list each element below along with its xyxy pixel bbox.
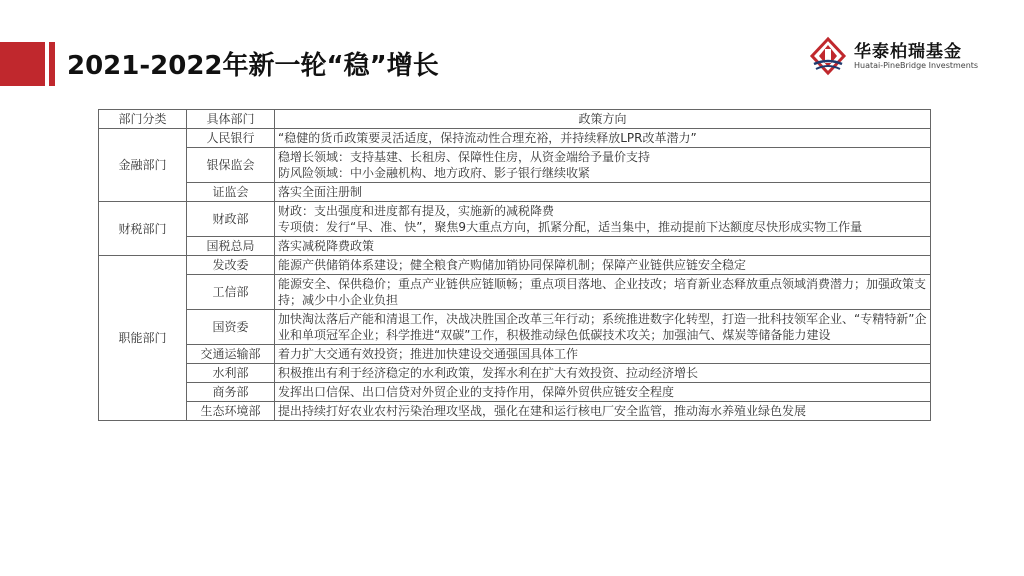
policy-line: 落实全面注册制	[278, 185, 363, 199]
policy-cell	[275, 364, 931, 383]
unit-cell: 交通运输部	[187, 345, 275, 364]
table-header-row	[99, 110, 931, 129]
policy-cell	[275, 202, 931, 237]
unit-cell: 国资委	[187, 310, 275, 345]
policy-line: 稳增长领域：支持基建、长租房、保障性住房，从资金端给予量价支持	[278, 150, 651, 164]
table-row	[99, 237, 931, 256]
unit-cell: 生态环境部	[187, 402, 275, 421]
policy-cell	[275, 402, 931, 421]
brand-logo	[808, 34, 988, 78]
policy-cell	[275, 148, 931, 183]
policy-cell	[275, 383, 931, 402]
title-accent-bar	[0, 42, 45, 86]
header-policy: 政策方向	[275, 110, 931, 129]
table-row	[99, 345, 931, 364]
policy-cell	[275, 129, 931, 148]
title-accent-stripe	[49, 42, 55, 86]
table-row	[99, 148, 931, 183]
policy-cell	[275, 275, 931, 310]
table-row	[99, 383, 931, 402]
policy-line: 防风险领域：中小金融机构、地方政府、影子银行继续收紧	[278, 166, 591, 180]
unit-cell: 国税总局	[187, 237, 275, 256]
policy-cell	[275, 345, 931, 364]
policy-cell	[275, 256, 931, 275]
table-row	[99, 275, 931, 310]
huatai-pinebridge-logo-icon	[808, 36, 848, 76]
policy-line: 财政：支出强度和进度都有提及，实施新的减税降费	[278, 204, 555, 218]
table-row	[99, 402, 931, 421]
table-row	[99, 183, 931, 202]
unit-cell: 证监会	[187, 183, 275, 202]
header-unit: 具体部门	[187, 110, 275, 129]
table-row	[99, 364, 931, 383]
policy-line: 专项债：发行“早、准、快”，聚焦9大重点方向，抓紧分配，适当集中，推动提前下达额度尽快形成实物工作量	[278, 220, 863, 234]
policy-table	[98, 109, 931, 421]
table-row	[99, 129, 931, 148]
unit-cell: 银保监会	[187, 148, 275, 183]
brand-subtitle: Huatai-PineBridge Investments	[854, 61, 979, 70]
unit-cell: 人民银行	[187, 129, 275, 148]
dept-cell: 职能部门	[99, 256, 187, 421]
unit-cell: 财政部	[187, 202, 275, 237]
table-row	[99, 256, 931, 275]
policy-cell	[275, 237, 931, 256]
dept-cell: 财税部门	[99, 202, 187, 256]
page-title: 2021-2022年新一轮“稳”增长	[67, 51, 439, 81]
header-dept: 部门分类	[99, 110, 187, 129]
policy-cell	[275, 183, 931, 202]
policy-line: 发挥出口信保、出口信贷对外贸企业的支持作用，保障外贸供应链安全程度	[278, 385, 675, 399]
policy-line: 着力扩大交通有效投资；推进加快建设交通强国具体工作	[278, 347, 579, 361]
unit-cell: 商务部	[187, 383, 275, 402]
table-row	[99, 310, 931, 345]
policy-line: 积极推出有利于经济稳定的水利政策，发挥水利在扩大有效投资、拉动经济增长	[278, 366, 699, 380]
unit-cell: 水利部	[187, 364, 275, 383]
policy-cell	[275, 310, 931, 345]
table-row	[99, 202, 931, 237]
dept-cell: 金融部门	[99, 129, 187, 202]
policy-line: “稳健的货币政策要灵活适度，保持流动性合理充裕，并持续释放LPR改革潜力”	[278, 131, 697, 145]
unit-cell: 发改委	[187, 256, 275, 275]
policy-line: 落实减税降费政策	[278, 239, 375, 253]
policy-line: 提出持续打好农业农村污染治理攻坚战，强化在建和运行核电厂安全监管，推动海水养殖业绿色发展	[278, 404, 807, 418]
unit-cell: 工信部	[187, 275, 275, 310]
policy-line: 能源产供储销体系建设；健全粮食产购储加销协同保障机制；保障产业链供应链安全稳定	[278, 258, 747, 272]
policy-line: 加快淘汰落后产能和清退工作，决战决胜国企改革三年行动；系统推进数字化转型，打造一批科技领军企业、“专精特新”企业和单项冠军企业；科学推进“双碳”工作，积极推动绿色低碳技术攻关；加强油气、煤炭等储备能力建设	[278, 312, 927, 342]
brand-name: 华泰柏瑞基金	[854, 42, 962, 62]
policy-line: 能源安全、保供稳价；重点产业链供应链顺畅；重点项目落地、企业技改；培育新业态释放重点领域消费潜力；加强政策支持；减少中小企业负担	[278, 277, 927, 307]
